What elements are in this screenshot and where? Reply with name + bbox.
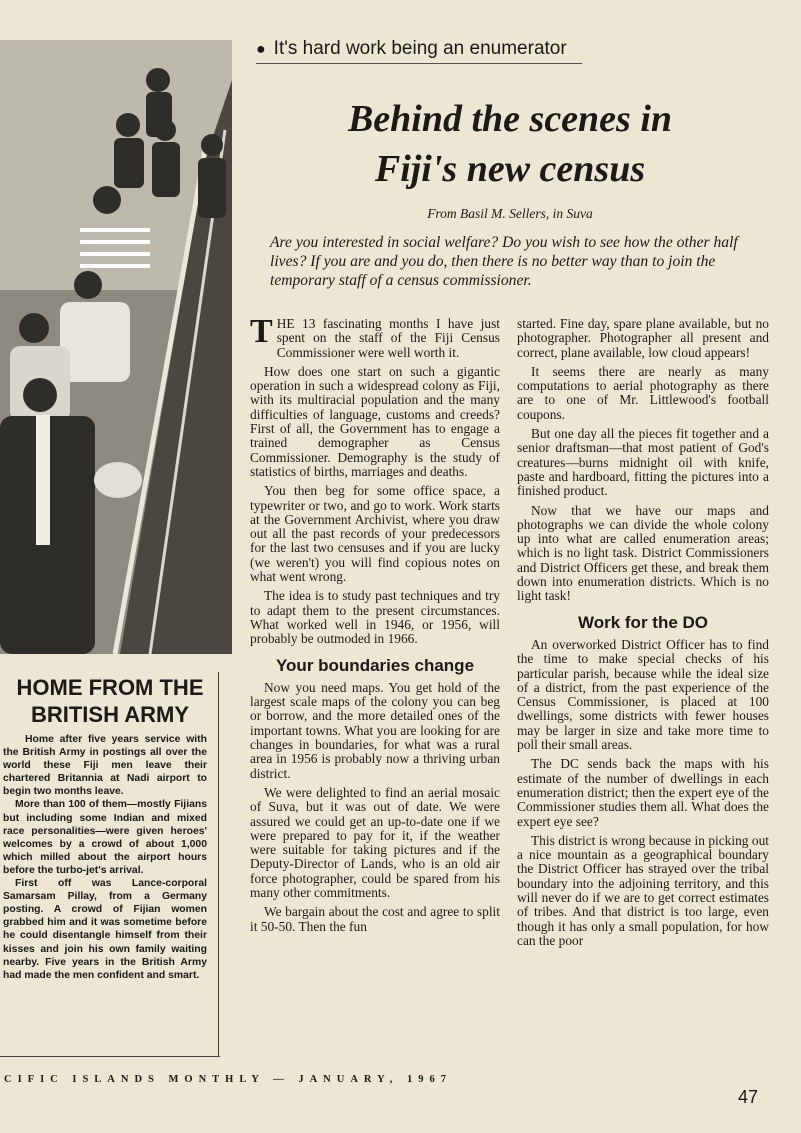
drop-cap: T [250, 313, 273, 350]
sidebar-title: HOME FROM THE BRITISH ARMY [16, 675, 204, 727]
page-number: 47 [738, 1087, 759, 1107]
sidebar-paragraph: First off was Lance-corporal Samarsam Pillay, from a Germany posting. A crowd of Fijian women grabbed him and it was sometime before he could disentangle himself from their kisses and join his own family waiting nearby. Five years in the British Army had made the men confident and smart. [3, 878, 207, 981]
article-paragraph: started. Fine day, spare plane available, but no photographer. Photographer all present and correct, plane available, low cloud appears! [517, 316, 769, 360]
article-paragraph: It seems there are nearly as many computations to aerial photography as there are to one of Mr. Littlewood's football coupons. [517, 363, 769, 422]
kicker-text: It's hard work being an enumerator [273, 38, 567, 59]
byline: From Basil M. Sellers, in Suva [427, 206, 593, 221]
sidebar-rule-right [218, 672, 219, 1056]
article-paragraph: But one day all the pieces fit together and a senior draftsman—that most patient of God's creatures—burns midnight oil with knife, paste and hardboard, fitting the pictures into a finished product. [517, 426, 769, 499]
headline-line-2: Fiji's new census [374, 148, 646, 190]
article-paragraph: How does one start on such a gigantic operation in such a widespread colony as Fiji, with its multiracial population and the many difficulties of language, customs and creeds? First of all, the Government has to engage a trained demographer as Census Commissioner. Demography is the study of statistics of births, marriages and deaths. [250, 363, 500, 479]
headline-line-1: Behind the scenes in [347, 98, 673, 140]
standfirst: Are you interested in social welfare? Do you wish to see how the other half lives? If you are and you do, then there is no better way than to join the temporary staff of a census commissioner. [270, 234, 738, 289]
article-paragraph: You then beg for some office space, a typewriter or two, and go to work. Work starts at the Government Archivist, where you draw out all the past records of your predecessors for the last two censuses and if you are lucky (we weren't) you will find copious notes on what went wrong. [250, 483, 500, 585]
subheading-boundaries: Your boundaries change [275, 655, 475, 675]
article-paragraph: The idea is to study past techniques and try to adapt them to the present circumstances. What worked well in 1946, or 1956, will probably be outmoded in 1966. [250, 588, 500, 647]
sidebar-paragraph: Home after five years service with the British Army in postings all over the world these Fiji men leave their chartered Britannia at Nadi airport to begin two months leave. [3, 734, 207, 798]
sidebar-body [3, 733, 207, 982]
headline [290, 94, 730, 194]
article-paragraph: We bargain about the cost and agree to split it 50-50. Then the fun [250, 904, 500, 934]
sidebar-rule-bottom [0, 1056, 220, 1057]
article-paragraph: Now that we have our maps and photographs we can divide the whole colony up into what are called enumeration areas; which is no light task. District Commissioners and District Officers get these, and break them down into enumeration districts. Which is no light task! [517, 502, 769, 604]
section-kicker [256, 38, 582, 64]
article-paragraph: The DC sends back the maps with his estimate of the number of dwellings in each enumeration district; then the expert eye of the Commissioner studies them all. What does the expert eye see? [517, 756, 769, 829]
article-paragraph: This district is wrong because in picking out a nice mountain as a geographical boundary the District Officer has strayed over the tribal boundary into the adjoining territory, and this will never do if we are to get correct estimates of tribes. And that district is too large, even though it has only a small population, for how can the poor [517, 832, 769, 948]
soldiers-photo [0, 40, 232, 654]
article-paragraph: Now you need maps. You get hold of the largest scale maps of the colony you can beg or borrow, and the more detailed ones of the important towns. What you are looking for are changes in boundaries, for what was a rural area in 1956 is probably now a thriving urban district. [250, 679, 500, 781]
subheading-work-for-do: Work for the DO [577, 612, 709, 632]
article-paragraph: We were delighted to find an aerial mosaic of Suva, but it was out of date. We were assured we could get an up-to-date one if we were prepared to pay for it, if the weather were suitable for taking pictures and if the Deputy-Director of Lands, who is an old air force photographer, could be spared from his many other commitments. [250, 784, 500, 900]
article-paragraph: An overworked District Officer has to find the time to make special checks of his particular parish, because while the ideal size of a district, from the past experience of the Census Commissioner, is placed at 100 dwellings, some districts with fewer houses may be larger in size and take more time to poll their small areas. [517, 636, 769, 753]
article-column-1 [250, 313, 500, 939]
article-text: HE 13 fascinating months I have just spent on the staff of the Fiji Census Commissioner were well worth it. [276, 316, 500, 360]
running-footer: CIFIC ISLANDS MONTHLY — JANUARY, 1967 [4, 1074, 452, 1085]
soldiers-photo-illustration [0, 40, 232, 654]
sidebar-paragraph: More than 100 of them—mostly Fijians but including some Indian and mixed race personalities—were given heroes' welcomes by a crowd of about 1,000 which milled about the airport hours before the turbo-jet's arrival. [3, 799, 207, 876]
article-paragraph-1 [250, 313, 500, 360]
bullet-icon: ● [256, 41, 266, 58]
article-column-2 [517, 317, 769, 953]
